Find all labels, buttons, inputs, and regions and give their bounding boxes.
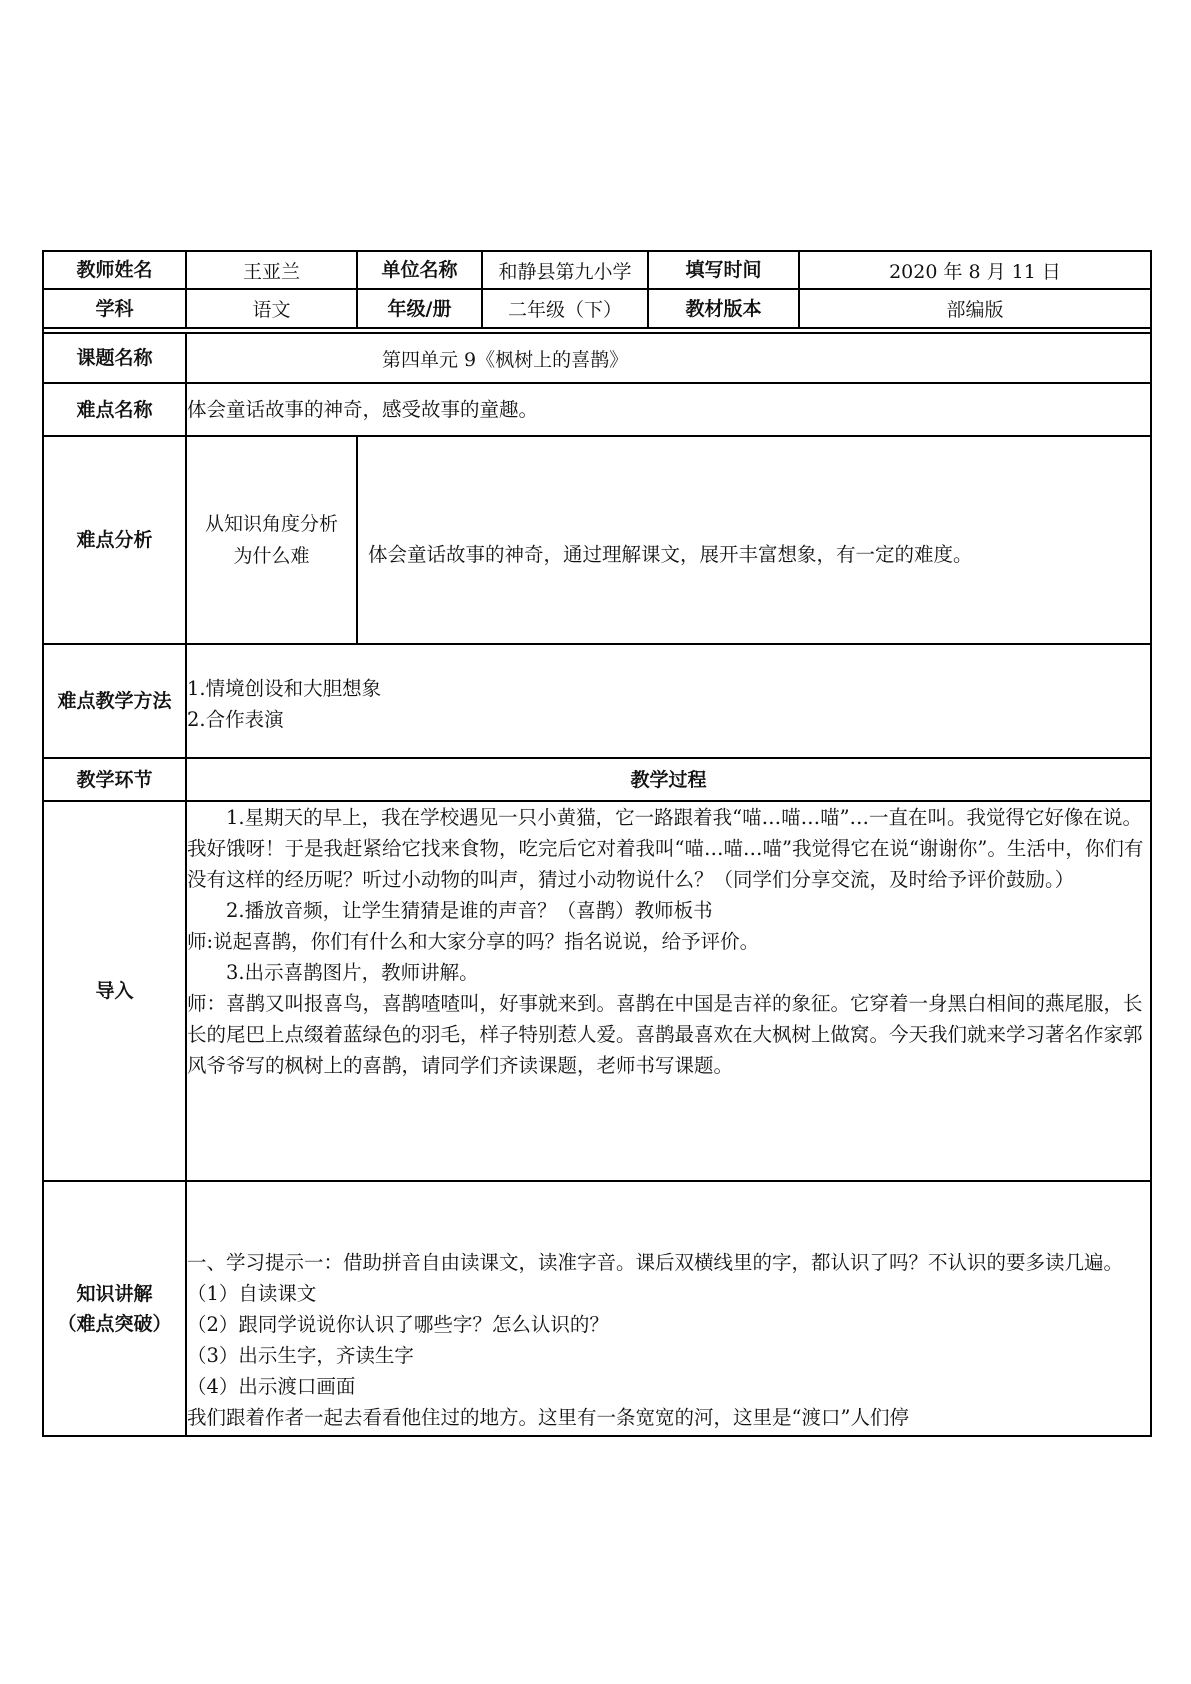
unit-name-label: 单位名称	[357, 251, 482, 289]
knowledge-label-line2: （难点突破）	[57, 1312, 172, 1335]
teacher-name-label: 教师姓名	[43, 251, 186, 289]
intro-content	[186, 801, 1151, 1181]
method-content	[186, 644, 1151, 758]
analysis-sublabel-line1: 从知识角度分析	[204, 513, 338, 535]
knowledge-content	[186, 1181, 1151, 1436]
knowledge-line: （2）跟同学说说你认识了哪些字？怎么认识的？	[187, 1313, 609, 1336]
grade-value: 二年级（下）	[482, 289, 648, 328]
grade-label: 年级/册	[357, 289, 482, 328]
knowledge-label-line1: 知识讲解	[76, 1282, 153, 1305]
analysis-sublabel	[186, 436, 357, 644]
knowledge-line: （4）出示渡口画面	[187, 1375, 356, 1398]
edition-value: 部编版	[799, 289, 1151, 328]
difficulty-value: 体会童话故事的神奇，感受故事的童趣。	[186, 383, 1151, 436]
intro-row	[43, 801, 1151, 1181]
method-label: 难点教学方法	[43, 644, 186, 758]
method-line: 1.情境创设和大胆想象	[187, 677, 382, 700]
knowledge-row	[43, 1181, 1151, 1436]
knowledge-line: 一、学习提示一：借助拼音自由读课文，读准字音。课后双横线里的字，都认识了吗？不认识的要多读几遍。	[187, 1251, 1124, 1274]
topic-row	[43, 333, 1151, 383]
intro-paragraph: 3.出示喜鹊图片，教师讲解。	[226, 961, 479, 984]
knowledge-line: 我们跟着作者一起去看看他住过的地方。这里有一条宽宽的河，这里是“渡口”人们停	[187, 1406, 909, 1429]
intro-paragraph: 师：喜鹊又叫报喜鸟，喜鹊喳喳叫，好事就来到。喜鹊在中国是吉祥的象征。它穿着一身黑白相间的燕尾服，长长的尾巴上点缀着蓝绿色的羽毛，样子特别惹人爱。喜鹊最喜欢在大枫树上做窝。今天我们就来学习著名作家郭风爷爷写的枫树上的喜鹊，请同学们齐读课题，老师书写课题。	[187, 992, 1143, 1077]
process-header-row	[43, 758, 1151, 801]
process-label: 教学过程	[186, 758, 1151, 801]
subject-value: 语文	[186, 289, 357, 328]
teacher-name-value: 王亚兰	[186, 251, 357, 289]
analysis-sublabel-line2: 为什么难	[233, 545, 310, 567]
analysis-label: 难点分析	[43, 436, 186, 644]
intro-paragraph: 2.播放音频，让学生猜猜是谁的声音？（喜鹊）教师板书	[226, 899, 713, 922]
analysis-value: 体会童话故事的神奇，通过理解课文，展开丰富想象，有一定的难度。	[357, 436, 1151, 644]
fill-time-label: 填写时间	[648, 251, 799, 289]
topic-value: 第四单元 9《枫树上的喜鹊》	[186, 333, 1151, 383]
edition-label: 教材版本	[648, 289, 799, 328]
step-label: 教学环节	[43, 758, 186, 801]
analysis-row	[43, 436, 1151, 644]
intro-paragraph: 1.星期天的早上，我在学校遇见一只小黄猫，它一路跟着我“喵…喵…喵”…一直在叫。我觉得它好像在说。我好饿呀！于是我赶紧给它找来食物，吃完后它对着我叫“喵…喵…喵”我觉得它在说“谢谢你”。生活中，你们有没有这样的经历呢？听过小动物的叫声，猜过小动物说什么？（同学们分享交流，及时给予评价鼓励。）	[187, 806, 1144, 891]
unit-name-value: 和静县第九小学	[482, 251, 648, 289]
lesson-plan-table	[42, 250, 1152, 1437]
intro-label: 导入	[43, 801, 186, 1181]
knowledge-line: （1）自读课文	[187, 1282, 317, 1305]
knowledge-line: （3）出示生字，齐读生字	[187, 1344, 414, 1367]
knowledge-label	[43, 1181, 186, 1436]
difficulty-row	[43, 383, 1151, 436]
method-line: 2.合作表演	[187, 708, 284, 731]
method-row	[43, 644, 1151, 758]
header-row-2	[43, 289, 1151, 328]
subject-label: 学科	[43, 289, 186, 328]
fill-time-value: 2020 年 8 月 11 日	[799, 251, 1151, 289]
intro-paragraph: 师:说起喜鹊，你们有什么和大家分享的吗？指名说说，给予评价。	[187, 930, 760, 953]
header-row-1	[43, 251, 1151, 289]
topic-label: 课题名称	[43, 333, 186, 383]
difficulty-label: 难点名称	[43, 383, 186, 436]
